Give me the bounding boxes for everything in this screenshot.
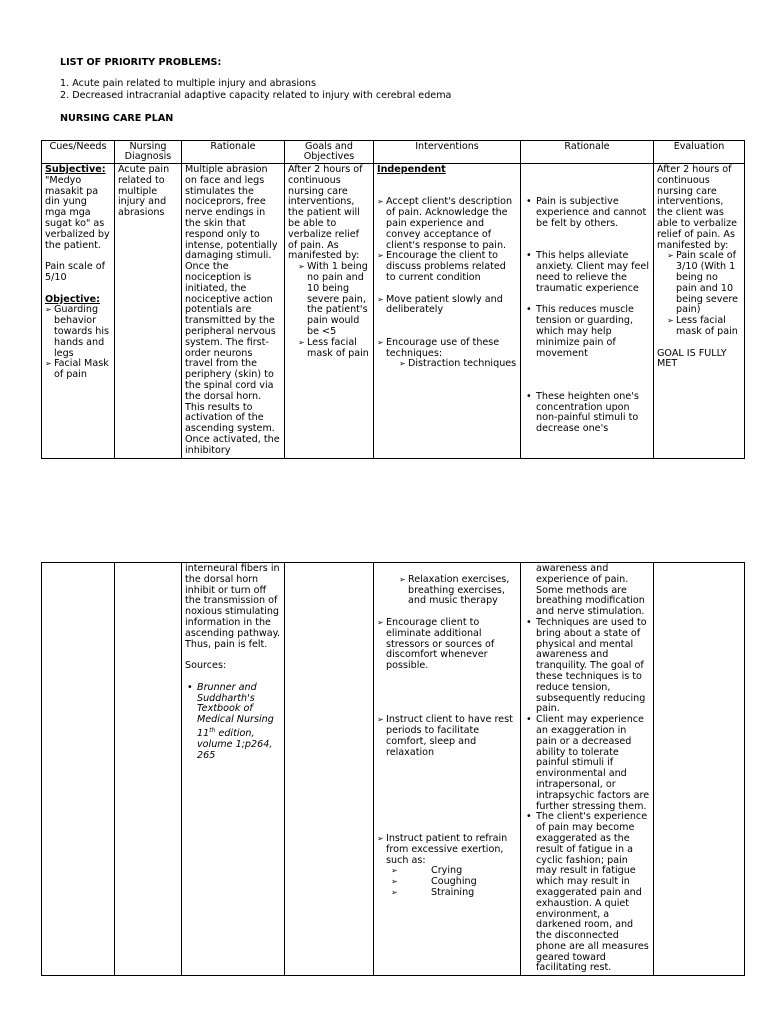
problem-item-1: 1. Acute pain related to multiple injury and abrasions xyxy=(60,78,316,89)
sources-label: Sources: xyxy=(185,660,227,672)
priority-problems-heading: LIST OF PRIORITY PROBLEMS: xyxy=(60,57,222,68)
evaluation-cell xyxy=(654,164,745,459)
goals-cell-2 xyxy=(285,563,374,976)
rationale2-item: • The client's experience of pain may become exaggerated as the result of fatigue in a cyclic fashion; pain may result in fatigue which may result in exaggerated pain and exhaustion. A quiet environment, a darkened room, and the disconnected phone are all measures geared toward facilitating rest. xyxy=(524,812,650,974)
diagnosis-cell-2 xyxy=(115,563,182,976)
evaluation-intro: After 2 hours of continuous nursing care interventions, the client was able to verbalize relief of pain. As manifested by: xyxy=(657,164,738,251)
header-goals: Goals and Objectives xyxy=(285,141,374,164)
subjective-quote: "Medyo masakit pa din yung mga mga sugat ko" as verbalized by the patient. xyxy=(45,174,110,251)
problem-item-2: 2. Decreased intracranial adaptive capacity related to injury with cerebral edema xyxy=(60,90,452,101)
rationale-cell-2 xyxy=(182,563,285,976)
intervention-item: ➢ Encourage the client to discuss problems related to current condition xyxy=(377,251,517,283)
header-cues: Cues/Needs xyxy=(42,141,115,164)
objective-item: ➢ Guarding behavior towards his hands and legs xyxy=(45,305,111,359)
evaluation-cell-2 xyxy=(654,563,745,976)
goals-intro: After 2 hours of continuous nursing care interventions, the patient will be able to verbalize relief of pain. As manifested by: xyxy=(288,164,363,262)
intervention-item: ➢ Move patient slowly and deliberately xyxy=(377,295,517,317)
independent-label: Independent xyxy=(377,164,446,175)
rationale2-item: • This reduces muscle tension or guarding, which may help minimize pain of movement xyxy=(524,305,650,359)
evaluation-item: ➢ Pain scale of 3/10 (With 1 being no pain and 10 being severe pain) xyxy=(667,251,741,316)
cues-cell xyxy=(42,164,115,459)
goal-item: ➢ With 1 being no pain and 10 being severe pain, the patient's pain would be <5 xyxy=(298,262,370,338)
diagnosis-cell xyxy=(115,164,182,459)
care-plan-table-1 xyxy=(41,140,745,459)
intervention-item: ➢ Encourage client to eliminate additional stressors or sources of discomfort whenever possible. xyxy=(377,618,517,672)
rationale2-item: • Client may experience an exaggeration in pain or a decreased ability to tolerate painful stimuli if environmental and intrapersonal, or intrapsychic factors are further stressing them. xyxy=(524,715,650,812)
pain-scale: Pain scale of 5/10 xyxy=(45,261,106,283)
exertion-item: ➢ Coughing xyxy=(391,877,517,888)
intervention-item: ➢ Instruct patient to refrain from excessive exertion, such as: xyxy=(377,834,517,866)
intervention-item: ➢ Accept client's description of pain. Acknowledge the pain experience and convey acceptance of client's response to pain. xyxy=(377,197,517,251)
goal-item: ➢ Less facial mask of pain xyxy=(298,338,370,360)
exertion-item: ➢ Crying xyxy=(391,866,517,877)
rationale2-item: • Techniques are used to bring about a state of physical and mental awareness and tranquility. The goal of these techniques is to reduce tension, subsequently reducing pain. xyxy=(524,618,650,715)
objective-label: Objective: xyxy=(45,293,100,305)
intervention-sub-item: ➢ Relaxation exercises, breathing exercises, and music therapy xyxy=(399,575,517,607)
evaluation-item: ➢ Less facial mask of pain xyxy=(667,316,741,338)
rationale2-cell-2 xyxy=(521,563,654,976)
rationale-text: Multiple abrasion on face and legs stimulates the nociceprors, free nerve endings in the skin that respond only to intense, potentially damaging stimuli. Once the nociception is initiated, the nociceptive action potentials are transmitted by the peripheral nervous system. The first-order neurons travel from the periphery (skin) to the spinal cord via the dorsal horn. This results to activation of the ascending system. Once activated, the inhibitory xyxy=(185,164,280,456)
rationale2-item: • Pain is subjective experience and cannot be felt by others. xyxy=(524,197,650,229)
nursing-care-plan-title: NURSING CARE PLAN xyxy=(60,113,174,124)
header-nursing-diagnosis: Nursing Diagnosis xyxy=(115,141,182,164)
interventions-cell xyxy=(374,164,521,459)
subjective-label: Subjective: xyxy=(45,164,106,175)
evaluation-result: GOAL IS FULLY MET xyxy=(657,347,727,370)
intervention-sub-item: ➢ Distraction techniques xyxy=(399,359,517,370)
rationale2-item: • This helps alleviate anxiety. Client may feel need to relieve the traumatic experience xyxy=(524,251,650,294)
interventions-cell-2 xyxy=(374,563,521,976)
objective-item: ➢ Facial Mask of pain xyxy=(45,359,111,381)
diagnosis-text: Acute pain related to multiple injury and abrasions xyxy=(118,164,170,219)
intervention-item: ➢ Instruct client to have rest periods to facilitate comfort, sleep and relaxation xyxy=(377,715,517,758)
source-item: • Brunner and Suddharth's Textbook of Medical Nursing 11th edition, volume 1;p264, 265 xyxy=(185,683,281,762)
intervention-item: ➢ Encourage use of these techniques: xyxy=(377,338,517,360)
goals-cell xyxy=(285,164,374,459)
rationale2-continued: awareness and experience of pain. Some methods are breathing modification and nerve stimulation. xyxy=(536,563,645,618)
rationale2-item: • These heighten one's concentration upon non-painful stimuli to decrease one's xyxy=(524,392,650,435)
header-interventions: Interventions xyxy=(374,141,521,164)
rationale2-cell xyxy=(521,164,654,459)
exertion-item: ➢ Straining xyxy=(391,888,517,899)
care-plan-table-2 xyxy=(41,562,745,976)
rationale-continued: interneural fibers in the dorsal horn inhibit or turn off the transmission of noxious stimulating information in the ascending pathway. Thus, pain is felt. xyxy=(185,563,281,650)
header-rationale-2: Rationale xyxy=(521,141,654,164)
header-rationale: Rationale xyxy=(182,141,285,164)
cues-cell-2 xyxy=(42,563,115,976)
header-evaluation: Evaluation xyxy=(654,141,745,164)
rationale-cell xyxy=(182,164,285,459)
